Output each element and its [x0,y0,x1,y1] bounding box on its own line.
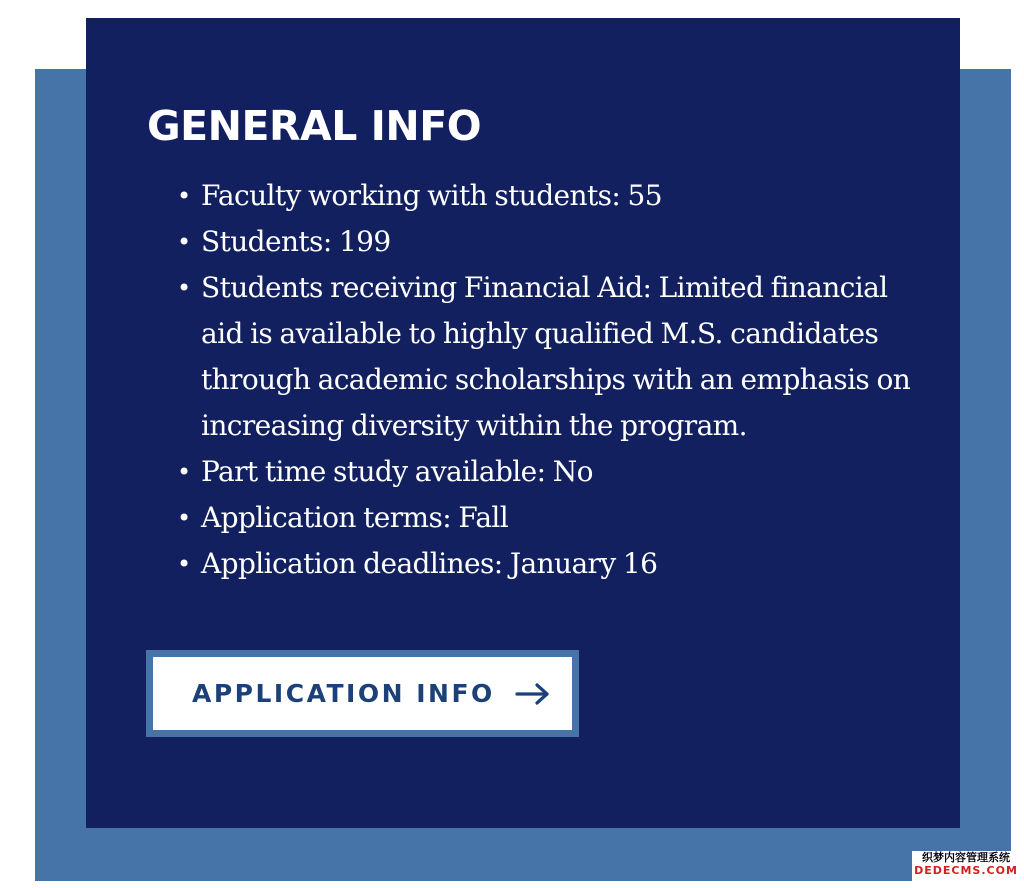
list-item [177,449,911,495]
list-item [177,173,911,219]
list-item [177,219,911,265]
list-item-text: Faculty working with students: 55 [201,179,662,212]
list-item-text: Application terms: Fall [201,501,509,534]
watermark-line-1: 织梦内容管理系统 [922,851,1010,864]
list-item [177,541,911,587]
info-list [177,173,911,587]
list-item-text: Students receiving Financial Aid: Limited financial aid is available to highly qualified M.S. candidates through academic scholarships with an emphasis on increasing diversity within the program. [201,271,911,442]
list-item [177,495,911,541]
watermark [912,851,1020,881]
bullet-icon: • [177,550,191,578]
list-item [177,265,911,449]
card-title: GENERAL INFO [147,102,482,150]
arrow-right-icon [515,682,551,706]
bullet-icon: • [177,274,191,302]
list-item-text: Students: 199 [201,225,391,258]
application-info-button[interactable] [146,650,579,737]
bullet-icon: • [177,228,191,256]
bullet-icon: • [177,182,191,210]
list-item-text: Part time study available: No [201,455,593,488]
watermark-line-2: DEDECMS.COM [914,864,1018,877]
list-item-text: Application deadlines: January 16 [201,547,658,580]
bullet-icon: • [177,458,191,486]
general-info-card [86,18,960,828]
bullet-icon: • [177,504,191,532]
application-info-button-label: APPLICATION INFO [192,679,495,708]
